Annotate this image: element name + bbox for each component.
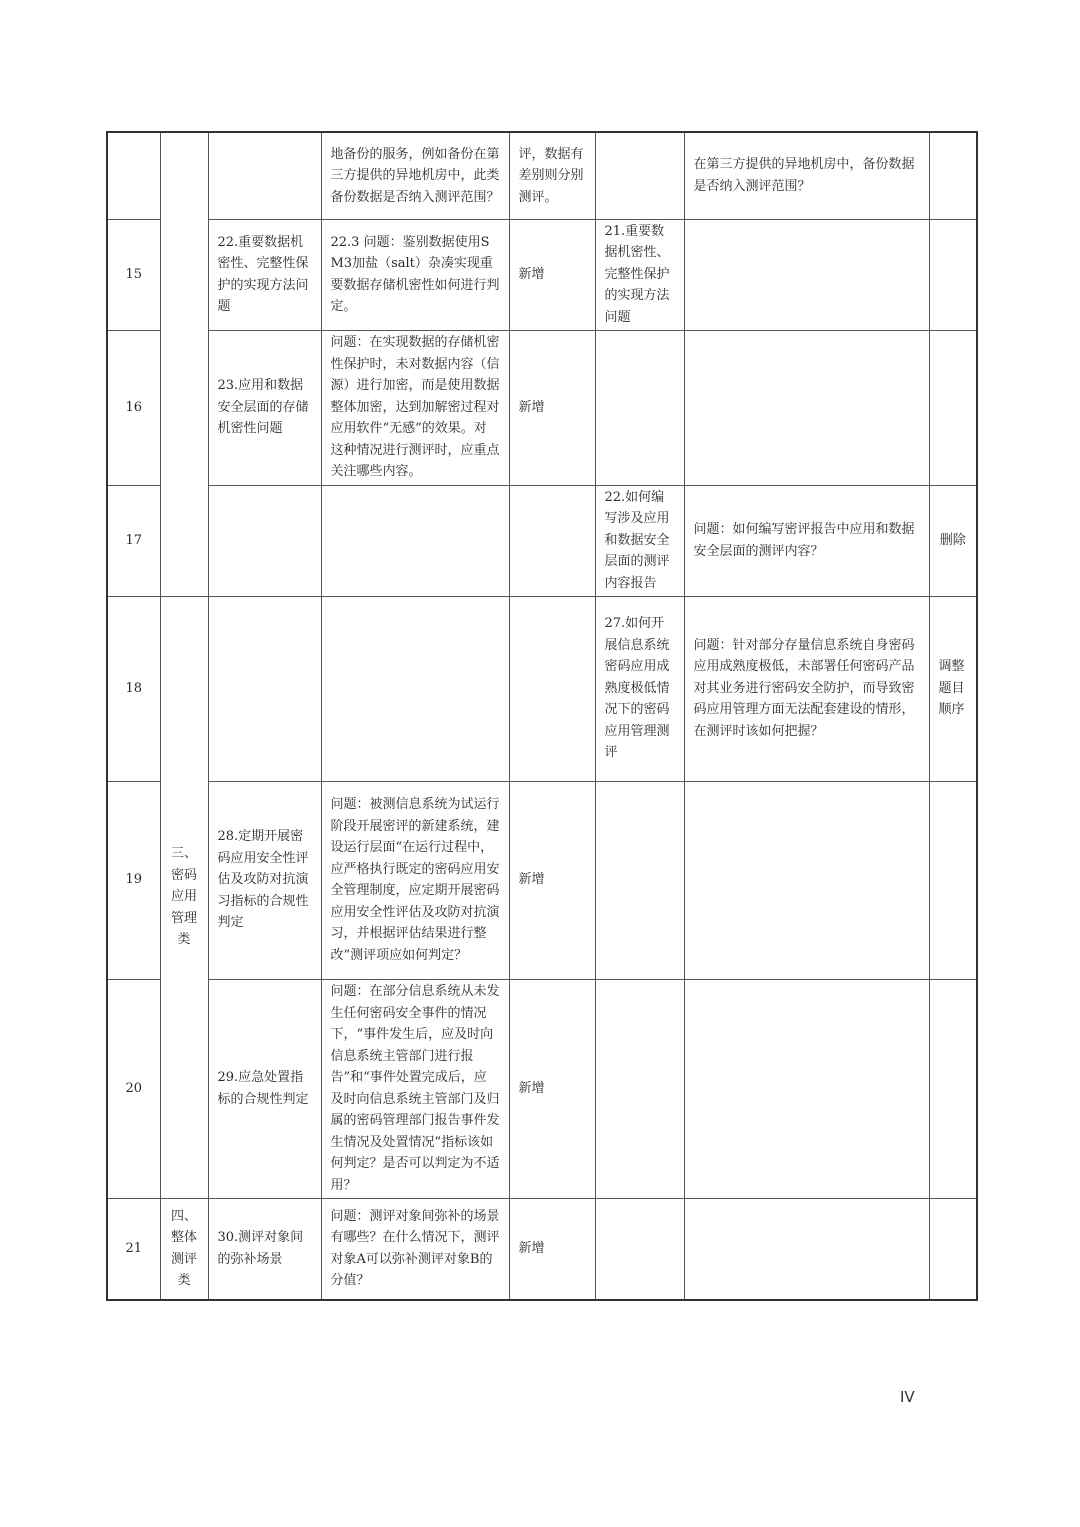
category-cell-overall — [160, 1198, 208, 1300]
change-cell: 评，数据有差别则分别测评。 — [509, 132, 595, 219]
row-number: 16 — [107, 330, 160, 485]
question-cell — [321, 485, 509, 596]
topic-cell: 23.应用和数据安全层面的存储机密性问题 — [208, 330, 321, 485]
category-label: 三、密码应用管理类 — [170, 846, 197, 948]
orig-topic-cell: 27.如何开展信息系统密码应用成熟度极低情况下的密码应用管理测评 — [595, 596, 684, 781]
question-cell: 问题：被测信息系统为试运行阶段开展密评的新建系统，建设运行层面“在运行过程中，应严格执行既定的密码应用安全管理制度，应定期开展密码应用安全性评估及攻防对抗演习，并根据评估结果进行整改”测评项应如何判定？ — [321, 781, 509, 979]
category-cell-management — [160, 596, 208, 1198]
table-row — [107, 979, 977, 1198]
orig-topic-cell: 21.重要数据机密性、完整性保护的实现方法问题 — [595, 219, 684, 330]
orig-question-cell — [684, 219, 929, 330]
row-number: 18 — [107, 596, 160, 781]
topic-cell: 28.定期开展密码应用安全性评估及攻防对抗演习指标的合规性判定 — [208, 781, 321, 979]
orig-topic-cell — [595, 132, 684, 219]
topic-cell — [208, 132, 321, 219]
topic-cell: 29.应急处置指标的合规性判定 — [208, 979, 321, 1198]
table-row — [107, 219, 977, 330]
table-row — [107, 132, 977, 219]
orig-topic-cell — [595, 979, 684, 1198]
table-row — [107, 1198, 977, 1300]
topic-cell — [208, 596, 321, 781]
question-cell: 问题：在部分信息系统从未发生任何密码安全事件的情况下，“事件发生后，应及时向信息系统主管部门进行报告”和“事件处置完成后，应及时向信息系统主管部门及归属的密码管理部门报告事件发生情况及处置情况”指标该如何判定？是否可以判定为不适用？ — [321, 979, 509, 1198]
change-cell: 新增 — [509, 1198, 595, 1300]
note-cell — [929, 132, 977, 219]
question-cell: 问题：在实现数据的存储机密性保护时，未对数据内容（信源）进行加密，而是使用数据整体加密，达到加解密过程对应用软件“无感”的效果。对这种情况进行测评时，应重点关注哪些内容。 — [321, 330, 509, 485]
orig-topic-cell — [595, 1198, 684, 1300]
topic-cell: 22.重要数据机密性、完整性保护的实现方法问题 — [208, 219, 321, 330]
change-cell: 新增 — [509, 330, 595, 485]
row-number — [107, 132, 160, 219]
row-number: 20 — [107, 979, 160, 1198]
question-cell: 地备份的服务，例如备份在第三方提供的异地机房中，此类备份数据是否纳入测评范围？ — [321, 132, 509, 219]
note-cell: 调整题目顺序 — [929, 596, 977, 781]
question-cell — [321, 596, 509, 781]
page-number: IV — [900, 1388, 915, 1406]
note-cell — [929, 219, 977, 330]
change-cell: 新增 — [509, 781, 595, 979]
question-cell: 问题：测评对象间弥补的场景有哪些？在什么情况下，测评对象A可以弥补测评对象B的分值？ — [321, 1198, 509, 1300]
note-cell: 删除 — [929, 485, 977, 596]
change-cell: 新增 — [509, 979, 595, 1198]
orig-topic-cell — [595, 781, 684, 979]
orig-question-cell: 在第三方提供的异地机房中，备份数据是否纳入测评范围？ — [684, 132, 929, 219]
orig-question-cell — [684, 979, 929, 1198]
orig-topic-cell — [595, 330, 684, 485]
table-row — [107, 485, 977, 596]
table-row — [107, 330, 977, 485]
change-cell — [509, 596, 595, 781]
topic-cell — [208, 485, 321, 596]
row-number: 21 — [107, 1198, 160, 1300]
orig-question-cell: 问题：针对部分存量信息系统自身密码应用成熟度极低，未部署任何密码产品对其业务进行密码安全防护，而导致密码应用管理方面无法配套建设的情形，在测评时该如何把握？ — [684, 596, 929, 781]
orig-topic-cell: 22.如何编写涉及应用和数据安全层面的测评内容报告 — [595, 485, 684, 596]
note-cell — [929, 781, 977, 979]
row-number: 19 — [107, 781, 160, 979]
change-cell: 新增 — [509, 219, 595, 330]
category-label: 四、整体测评类 — [170, 1208, 197, 1289]
orig-question-cell — [684, 1198, 929, 1300]
orig-question-cell — [684, 330, 929, 485]
comparison-table — [106, 131, 978, 1301]
orig-question-cell: 问题：如何编写密评报告中应用和数据安全层面的测评内容？ — [684, 485, 929, 596]
row-number: 17 — [107, 485, 160, 596]
topic-cell: 30.测评对象间的弥补场景 — [208, 1198, 321, 1300]
change-cell — [509, 485, 595, 596]
note-cell — [929, 1198, 977, 1300]
orig-question-cell — [684, 781, 929, 979]
table-row — [107, 596, 977, 781]
question-cell: 22.3 问题：鉴别数据使用SM3加盐（salt）杂凑实现重要数据存储机密性如何进行判定。 — [321, 219, 509, 330]
note-cell — [929, 330, 977, 485]
note-cell — [929, 979, 977, 1198]
table-row — [107, 781, 977, 979]
row-number: 15 — [107, 219, 160, 330]
category-cell-prev — [160, 132, 208, 596]
